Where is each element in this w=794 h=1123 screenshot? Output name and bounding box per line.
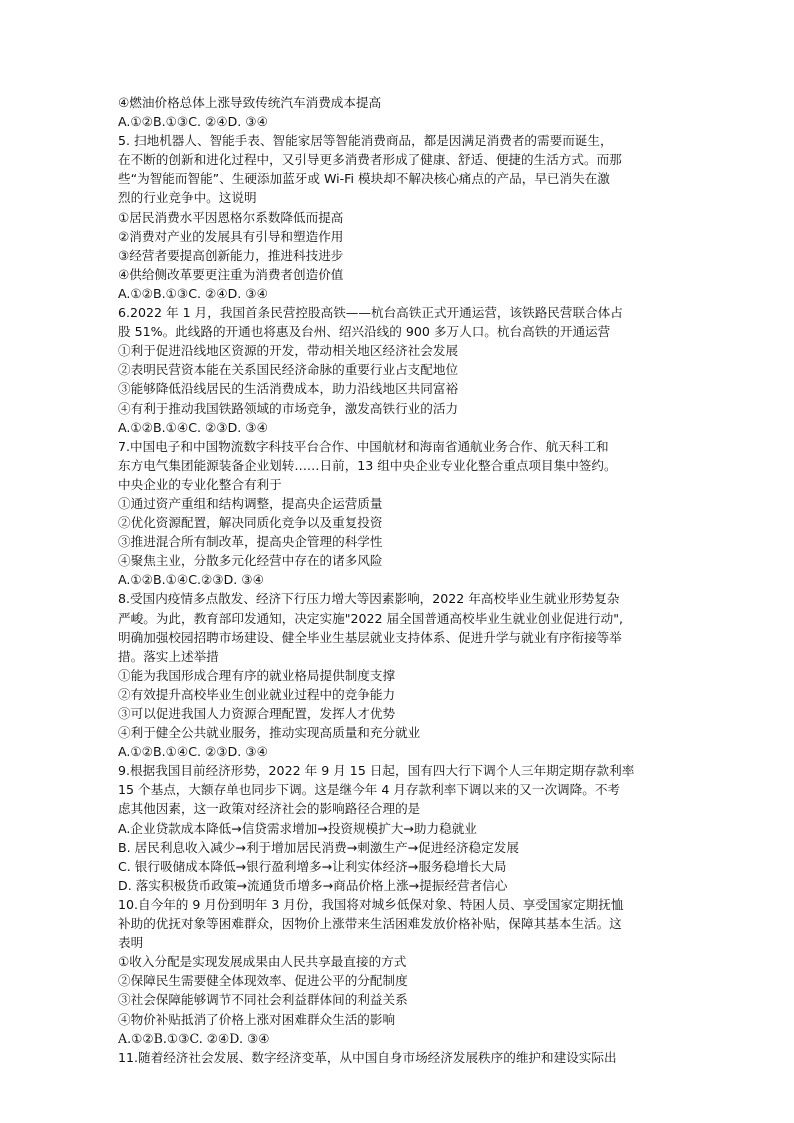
- text-line: ④聚焦主业，分散多元化经营中存在的诸多风险: [118, 553, 383, 569]
- text-line: A.企业贷款成本降低→信贷需求增加→投资规模扩大→助力稳就业: [118, 820, 477, 836]
- text-line: 10.自今年的 9 月份到明年 3 月份，我国将对城乡低保对象、特困人员、享受国家定期抚恤: [118, 896, 624, 912]
- text-line: A.①②B.①④C. ②③D. ③④: [118, 419, 268, 435]
- text-line: 8.受国内疫情多点散发、经济下行压力增大等因素影响，2022 年高校毕业生就业形势复杂: [118, 591, 620, 607]
- text-line: C. 银行吸储成本降低→银行盈利增多→让利实体经济→服务稳增长大局: [118, 858, 507, 874]
- text-line: ②有效提升高校毕业生创业就业过程中的竞争能力: [118, 686, 396, 702]
- text-line: 明确加强校园招聘市场建设、健全毕业生基层就业支持体系、促进升学与就业有序衔接等举: [118, 629, 622, 645]
- text-line: ②表明民营资本能在关系国民经济命脉的重要行业占支配地位: [118, 362, 459, 378]
- text-line: 严峻。为此，教育部印发通知，决定实施"2022 届全国普通高校毕业生就业创业促进行动",: [118, 610, 624, 626]
- text-line: ①利于促进沿线地区资源的开发，带动相关地区经济社会发展: [118, 343, 459, 359]
- text-line: ③社会保障能够调节不同社会利益群体间的利益关系: [118, 992, 408, 1008]
- text-line: D. 落实积极货币政策→流通货币增多→商品价格上涨→提振经营者信心: [118, 877, 508, 893]
- text-line: 股 51%。此线路的开通也将惠及台州、绍兴沿线的 900 多万人口。杭台高铁的开通运营: [118, 324, 611, 340]
- text-line: 些“为智能而智能”、生硬添加蓝牙或 Wi-Fi 模块却不解决核心痛点的产品，早已消失在激: [118, 171, 610, 187]
- text-line: A.①②B.①④C.②③D. ③④: [118, 572, 264, 588]
- text-line: ③可以促进我国人力资源合理配置，发挥人才优势: [118, 706, 396, 721]
- text-line: A.①②B.①③C. ②④D. ③④: [118, 285, 268, 301]
- text-line: ①通过资产重组和结构调整，提高央企运营质量: [118, 495, 383, 511]
- text-line: 中央企业的专业化整合有利于: [118, 476, 282, 492]
- text-line: 9.根据我国目前经济形势，2022 年 9 月 15 日起，国有四大行下调个人三年期定期存款利率: [118, 763, 635, 779]
- text-line: 5. 扫地机器人、智能手表、智能家居等智能消费商品，都是因满足消费者的需要而诞生，: [118, 133, 613, 149]
- text-line: ④供给侧改革要更注重为消费者创造价值: [118, 266, 344, 282]
- text-line: ④物价补贴抵消了价格上涨对困难群众生活的影响: [118, 1011, 396, 1027]
- text-line: ③推进混合所有制改革，提高央企管理的科学性: [118, 534, 383, 550]
- text-line: 6.2022 年 1 月，我国首条民营控股高铁——杭台高铁正式开通运营，该铁路民营联合体占: [118, 305, 623, 321]
- text-line: ④利于健全公共就业服务，推动实现高质量和充分就业: [118, 725, 421, 741]
- text-line: ④燃油价格总体上涨导致传统汽车消费成本提高: [118, 95, 382, 110]
- text-line: 在不断的创新和进化过程中，又引导更多消费者形成了健康、舒适、便捷的生活方式。而那: [118, 152, 622, 168]
- text-line: ③经营者要提高创新能力，推进科技进步: [118, 247, 344, 263]
- text-line: ①收入分配是实现发展成果由人民共享最直接的方式: [118, 954, 407, 970]
- text-line: ②消费对产业的发展具有引导和塑造作用: [118, 228, 344, 244]
- text-line: ④有利于推动我国铁路领域的市场竞争，激发高铁行业的活力: [118, 400, 459, 416]
- text-line: 东方电气集团能源装备企业划转……日前，13 组中央企业专业化整合重点项目集中签约。: [118, 457, 617, 473]
- text-line: 表明: [118, 935, 144, 951]
- text-line: ①居民消费水平因恩格尔系数降低而提高: [118, 209, 344, 225]
- text-line: 补助的优抚对象等困难群众，因物价上涨带来生活困难发放价格补贴，保障其基本生活。这: [118, 916, 622, 932]
- text-line: ③能够降低沿线居民的生活消费成本，助力沿线地区共同富裕: [118, 381, 459, 397]
- text-line: B. 居民利息收入减少→利于增加居民消费→刺激生产→促进经济稳定发展: [118, 839, 519, 855]
- text-line: ①能为我国形成合理有序的就业格局提供制度支撑: [118, 667, 396, 683]
- document-page: [118, 93, 684, 1067]
- text-line: A.①②B.①③C. ②④D. ③④: [118, 114, 268, 130]
- text-line: 烈的行业竞争中。这说明: [118, 190, 257, 206]
- text-line: ②优化资源配置，解决同质化竞争以及重复投资: [118, 515, 383, 531]
- text-line: ②保障民生需要健全体现效率、促进公平的分配制度: [118, 973, 408, 989]
- text-line: A.①②B.①④C. ②③D. ③④: [118, 744, 268, 760]
- text-line: A.①②B.①③C. ②④D. ③④: [118, 1030, 270, 1046]
- text-line: 7.中国电子和中国物流数字科技平台合作、中国航材和海南省通航业务合作、航天科工和: [118, 438, 609, 454]
- text-line: 15 个基点，大额存单也同步下调。这是继今年 4 月存款利率下调以来的又一次调降。不考: [118, 782, 621, 798]
- text-line: 措。落实上述举措: [118, 648, 219, 664]
- text-line: 虑其他因素，这一政策对经济社会的影响路径合理的是: [118, 801, 421, 817]
- text-line: 11.随着经济社会发展、数字经济变革，从中国自身市场经济发展秩序的维护和建设实际出: [118, 1049, 617, 1065]
